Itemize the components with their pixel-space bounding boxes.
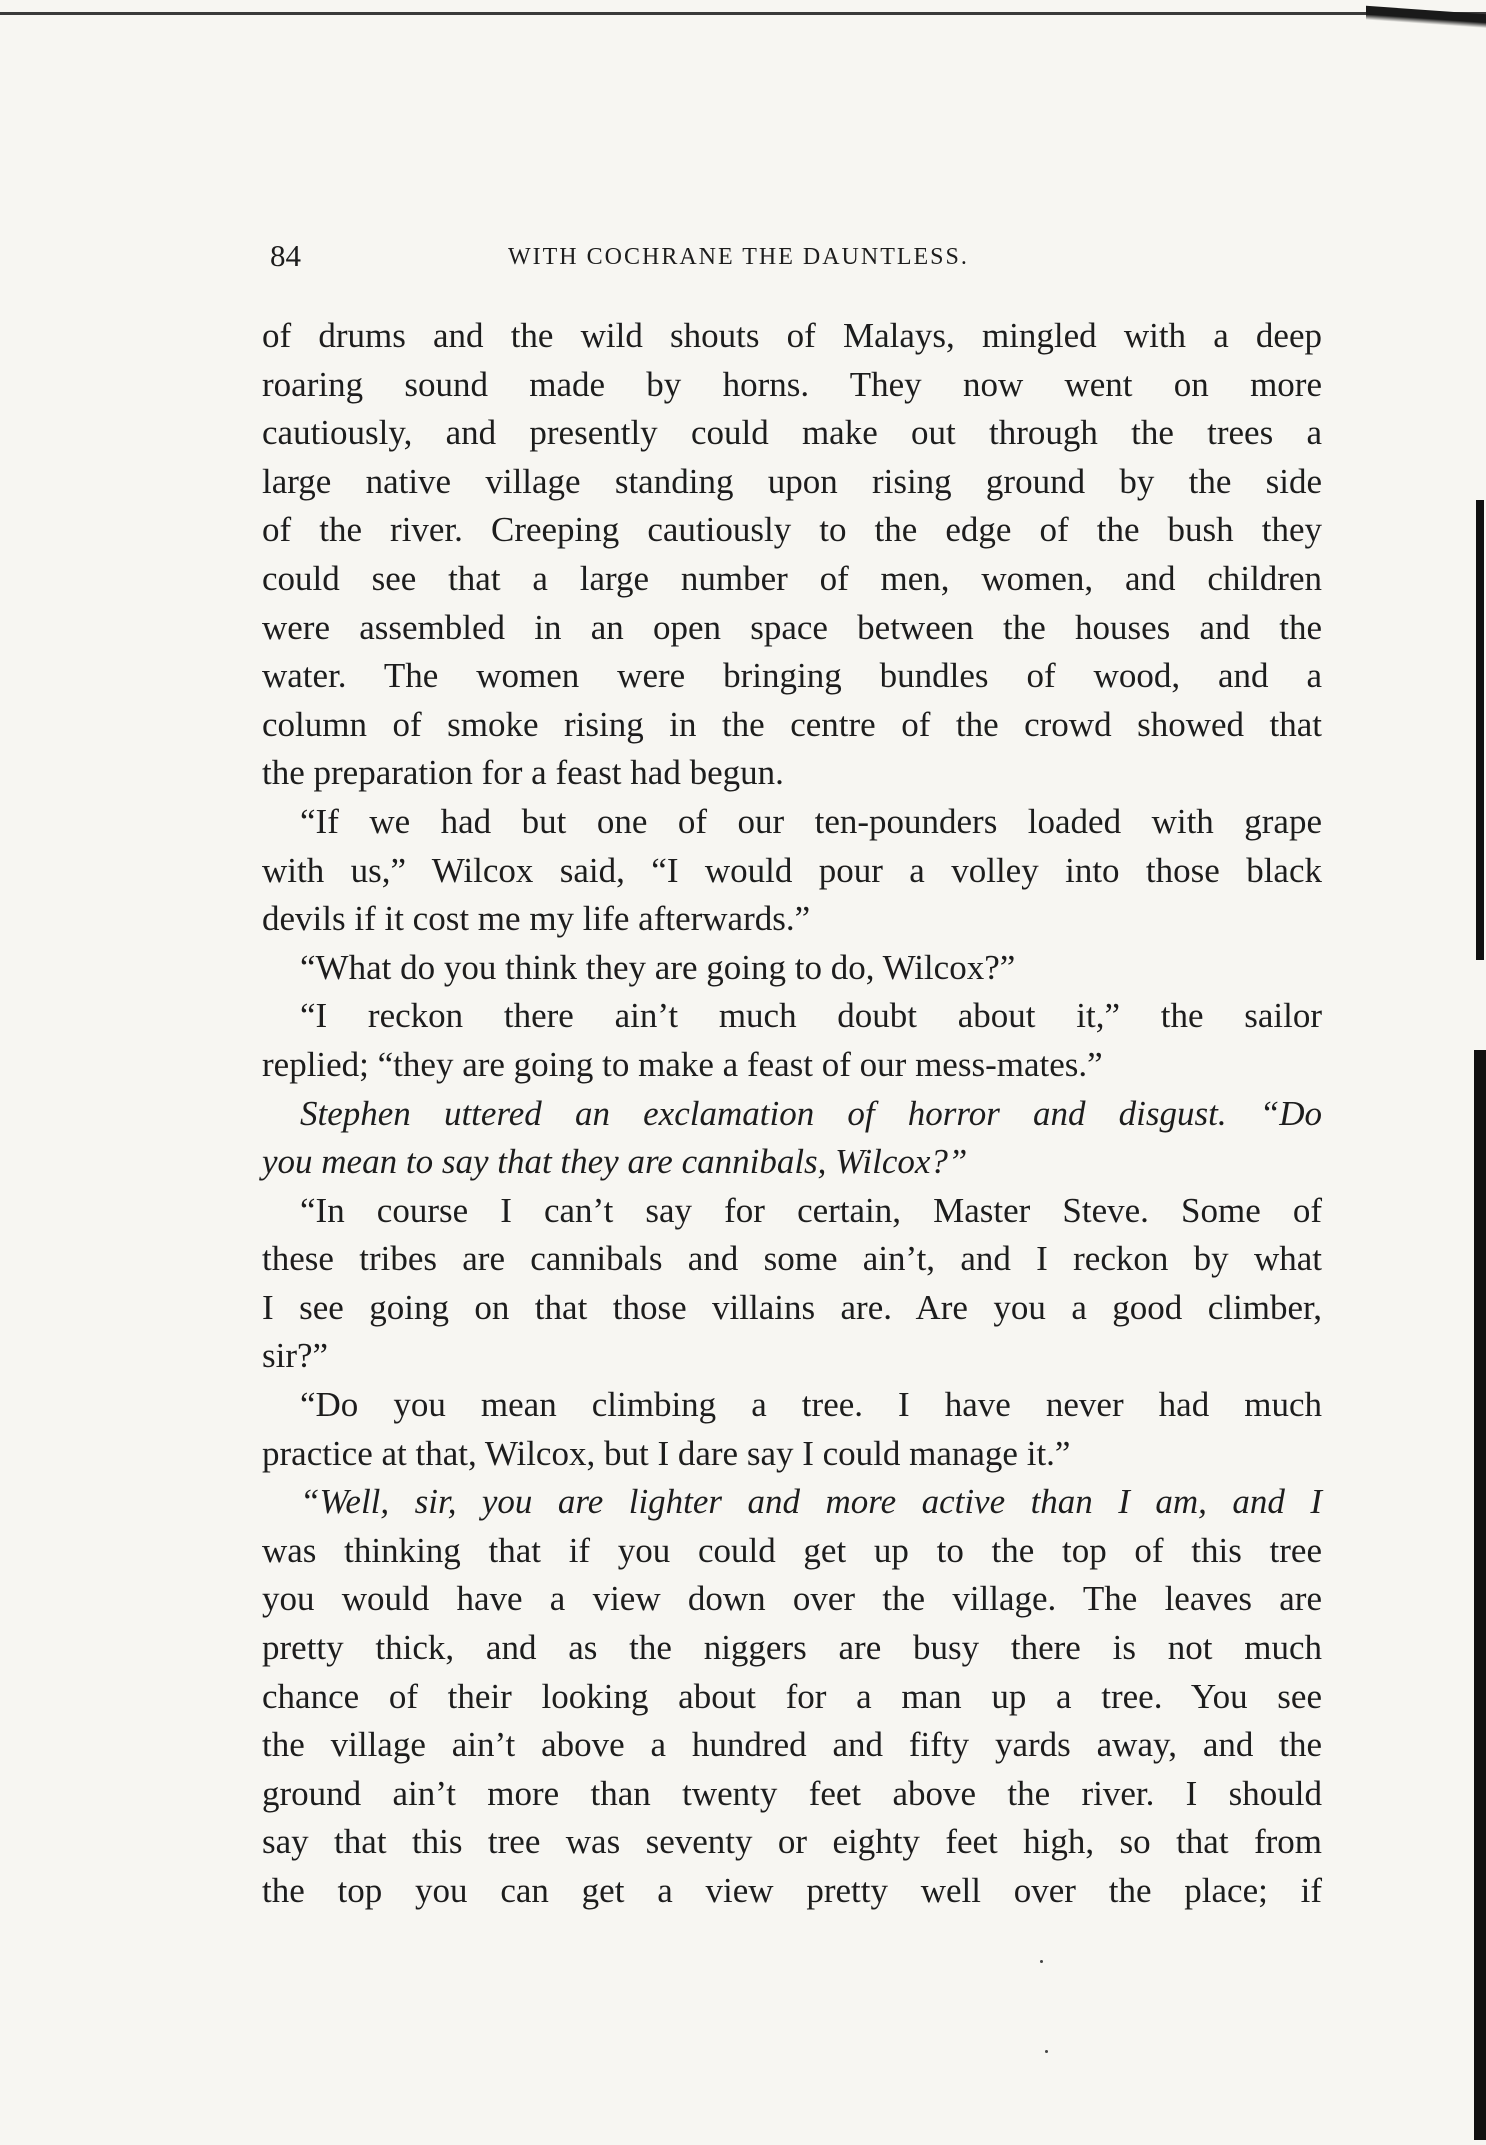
- text-line: “What do you think they are going to do, Wilcox?”: [300, 947, 1016, 987]
- paragraph: [262, 1187, 1322, 1381]
- stray-mark: [1045, 2050, 1048, 2053]
- paragraph: [262, 798, 1322, 944]
- text-line: “Do you mean climbing a tree. I have never had much: [300, 1385, 1322, 1425]
- text-line: was thinking that if you could get up to the top of this tree: [262, 1530, 1322, 1570]
- paragraph: [262, 992, 1322, 1089]
- text-line: the village ain’t above a hundred and fifty yards away, and the: [262, 1725, 1322, 1765]
- text-line: column of smoke rising in the centre of the crowd showed that: [262, 704, 1322, 744]
- paragraph: [262, 1381, 1322, 1478]
- text-line: “Well, sir, you are lighter and more active than I am, and I: [300, 1482, 1322, 1522]
- text-line: roaring sound made by horns. They now went on more: [262, 364, 1322, 404]
- text-line: ground ain’t more than twenty feet above the river. I should: [262, 1773, 1322, 1813]
- text-line: the preparation for a feast had begun.: [262, 753, 784, 793]
- text-line: replied; “they are going to make a feast of our mess-mates.”: [262, 1044, 1103, 1084]
- paragraph: [262, 1478, 1322, 1915]
- text-line: you mean to say that they are cannibals, Wilcox?”: [262, 1142, 968, 1182]
- text-line: sir?”: [262, 1336, 329, 1376]
- text-line: you would have a view down over the village. The leaves are: [262, 1579, 1322, 1619]
- text-line: Stephen uttered an exclamation of horror and disgust. “Do: [300, 1093, 1322, 1133]
- text-line: “In course I can’t say for certain, Master Steve. Some of: [300, 1190, 1322, 1230]
- page-number: 84: [270, 238, 301, 273]
- top-right-scan-shadow: [1366, 6, 1486, 28]
- stray-mark: [1040, 1960, 1043, 1963]
- text-line: these tribes are cannibals and some ain’t, and I reckon by what: [262, 1239, 1322, 1279]
- text-line: of drums and the wild shouts of Malays, mingled with a deep: [262, 316, 1322, 355]
- text-line: pretty thick, and as the niggers are busy there is not much: [262, 1628, 1322, 1668]
- text-line: “If we had but one of our ten-pounders loaded with grape: [300, 801, 1322, 841]
- text-line: “I reckon there ain’t much doubt about it,” the sailor: [300, 996, 1322, 1036]
- page-header: [270, 238, 1330, 278]
- running-head: WITH COCHRANE THE DAUNTLESS.: [508, 244, 969, 270]
- text-line: I see going on that those villains are. Are you a good climber,: [262, 1287, 1322, 1327]
- text-line: cautiously, and presently could make out through the trees a: [262, 413, 1322, 453]
- text-line: the top you can get a view pretty well over the place; if: [262, 1871, 1322, 1910]
- text-line: practice at that, Wilcox, but I dare say I could manage it.”: [262, 1433, 1071, 1473]
- text-line: of the river. Creeping cautiously to the edge of the bush they: [262, 510, 1322, 550]
- text-line: could see that a large number of men, women, and children: [262, 558, 1322, 598]
- text-line: with us,” Wilcox said, “I would pour a volley into those black: [262, 850, 1322, 890]
- paragraph: [262, 1090, 1322, 1187]
- paragraph: [262, 312, 1322, 798]
- text-line: large native village standing upon rising ground by the side: [262, 461, 1322, 501]
- right-edge-shadow-upper: [1476, 500, 1484, 960]
- text-line: chance of their looking about for a man up a tree. You see: [262, 1676, 1322, 1716]
- top-edge-rule: [0, 12, 1486, 15]
- body-text: [262, 312, 1322, 1916]
- right-edge-shadow-lower: [1474, 1050, 1486, 2140]
- text-line: say that this tree was seventy or eighty feet high, so that from: [262, 1822, 1322, 1862]
- text-line: water. The women were bringing bundles of wood, and a: [262, 656, 1322, 696]
- paragraph: [262, 944, 1322, 993]
- text-line: devils if it cost me my life afterwards.”: [262, 899, 811, 939]
- text-line: were assembled in an open space between the houses and the: [262, 607, 1322, 647]
